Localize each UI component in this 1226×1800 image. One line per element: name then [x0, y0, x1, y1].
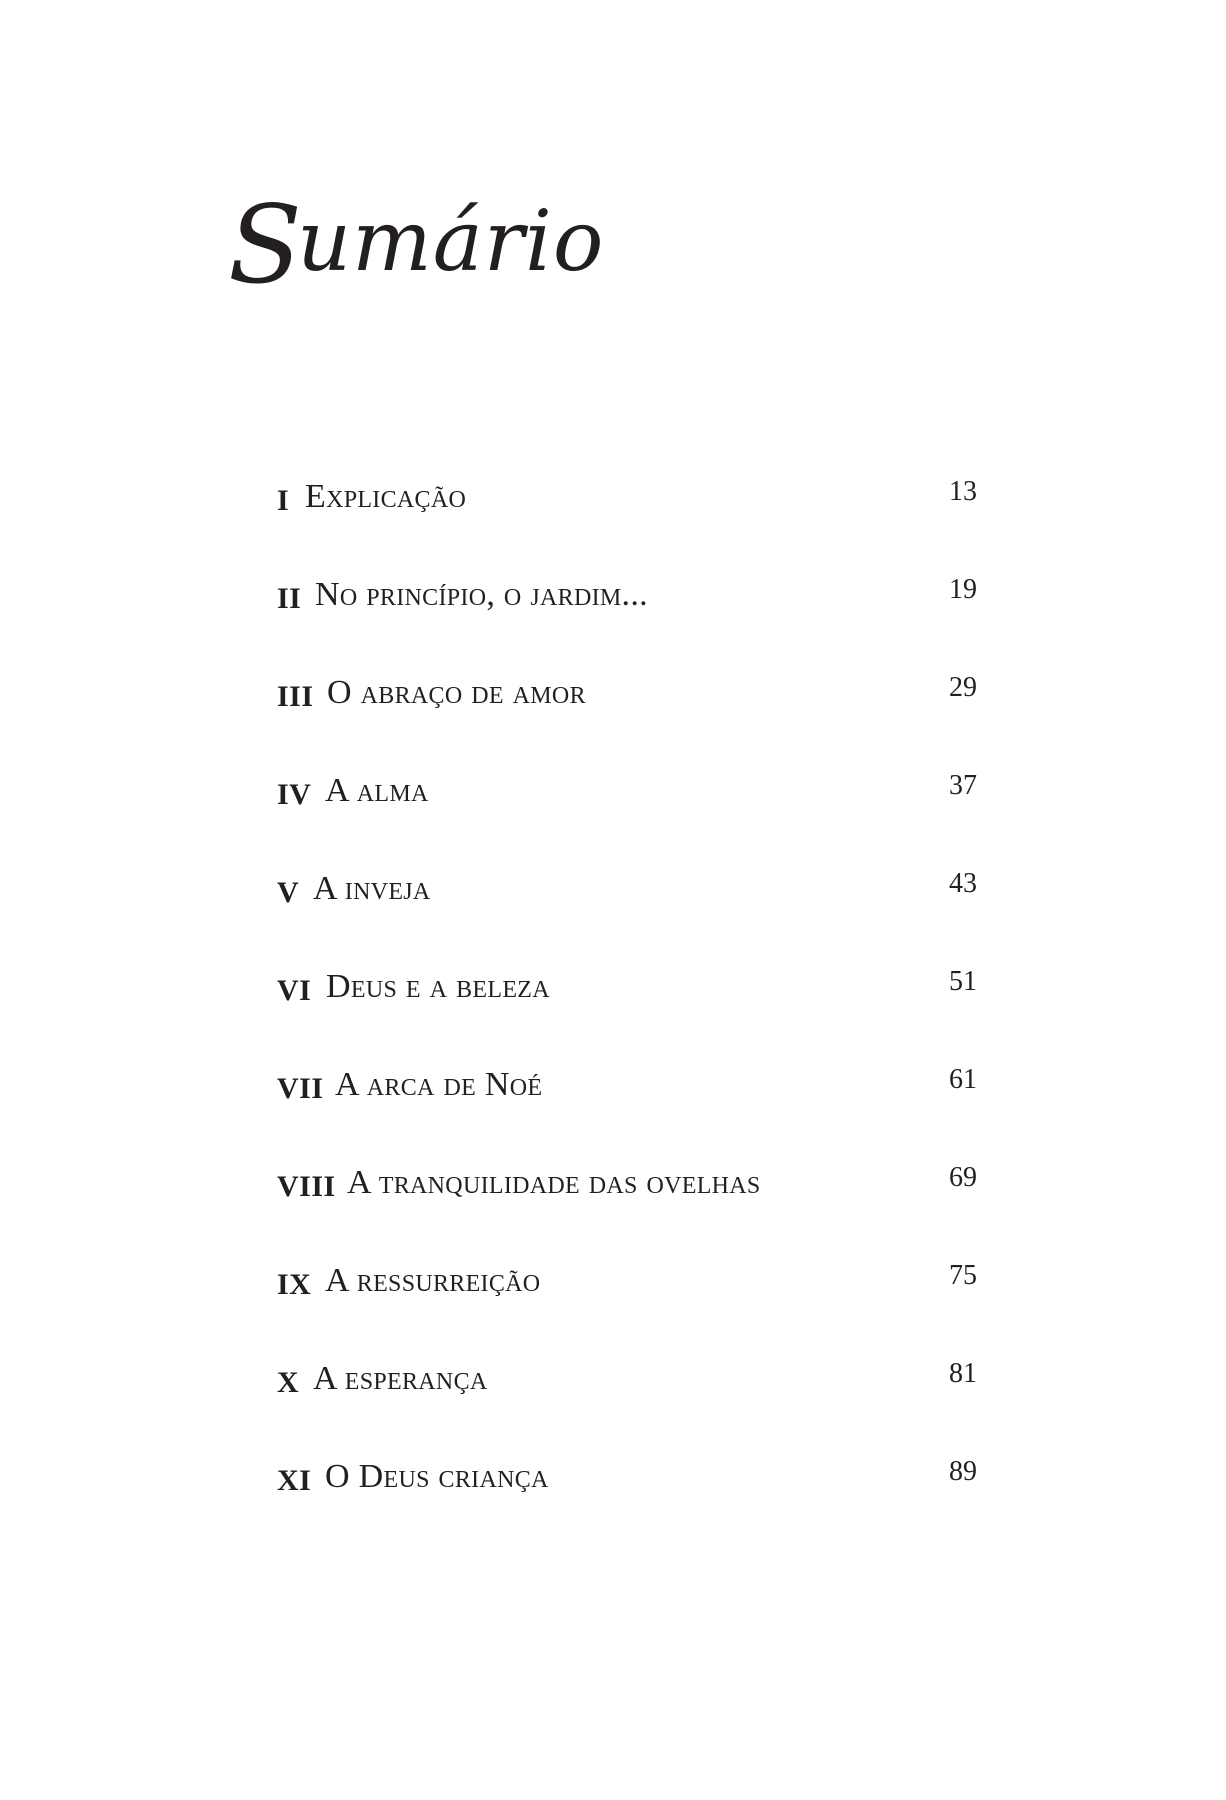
chapter-number: II — [277, 582, 302, 615]
page-number: 13 — [949, 476, 977, 507]
chapter-number: XI — [277, 1464, 312, 1497]
chapter-number: VII — [277, 1072, 324, 1105]
chapter-title: A ressurreição — [325, 1262, 541, 1299]
toc-entry[interactable] — [277, 960, 977, 1058]
page-number: 51 — [949, 966, 977, 997]
toc-entry[interactable] — [277, 1450, 977, 1548]
toc-entry[interactable] — [277, 1254, 977, 1352]
chapter-title: Deus e a beleza — [326, 968, 550, 1005]
chapter-title: A arca de Noé — [335, 1066, 543, 1103]
chapter-number: VIII — [277, 1170, 336, 1203]
page-title — [228, 180, 605, 308]
page-title-rest: umário — [297, 192, 605, 290]
page-title-initial: S — [228, 183, 303, 308]
toc-entry[interactable] — [277, 1156, 977, 1254]
table-of-contents — [277, 470, 977, 1548]
chapter-title: O abraço de amor — [327, 674, 586, 711]
page-number: 75 — [949, 1260, 977, 1291]
page-number: 43 — [949, 868, 977, 899]
chapter-number: IX — [277, 1268, 312, 1301]
page-number: 81 — [949, 1358, 977, 1389]
toc-entry[interactable] — [277, 764, 977, 862]
page-number: 61 — [949, 1064, 977, 1095]
toc-entry[interactable] — [277, 568, 977, 666]
chapter-number: III — [277, 680, 314, 713]
toc-entry[interactable] — [277, 666, 977, 764]
chapter-title: A esperança — [313, 1360, 488, 1397]
chapter-number: IV — [277, 778, 312, 811]
chapter-number: X — [277, 1366, 300, 1399]
toc-entry[interactable] — [277, 470, 977, 568]
page-number: 19 — [949, 574, 977, 605]
chapter-title: A alma — [325, 772, 429, 809]
chapter-title: A tranquilidade das ovelhas — [347, 1164, 761, 1201]
toc-entry[interactable] — [277, 862, 977, 960]
toc-entry[interactable] — [277, 1352, 977, 1450]
chapter-title: O Deus criança — [325, 1458, 549, 1495]
page-number: 89 — [949, 1456, 977, 1487]
chapter-title: No princípio, o jardim... — [315, 576, 648, 613]
page-number: 29 — [949, 672, 977, 703]
chapter-number: I — [277, 484, 290, 517]
page-number: 69 — [949, 1162, 977, 1193]
chapter-title: Explicação — [305, 478, 467, 515]
page-number: 37 — [949, 770, 977, 801]
chapter-title: A inveja — [313, 870, 431, 907]
chapter-number: VI — [277, 974, 312, 1007]
toc-entry[interactable] — [277, 1058, 977, 1156]
chapter-number: V — [277, 876, 300, 909]
